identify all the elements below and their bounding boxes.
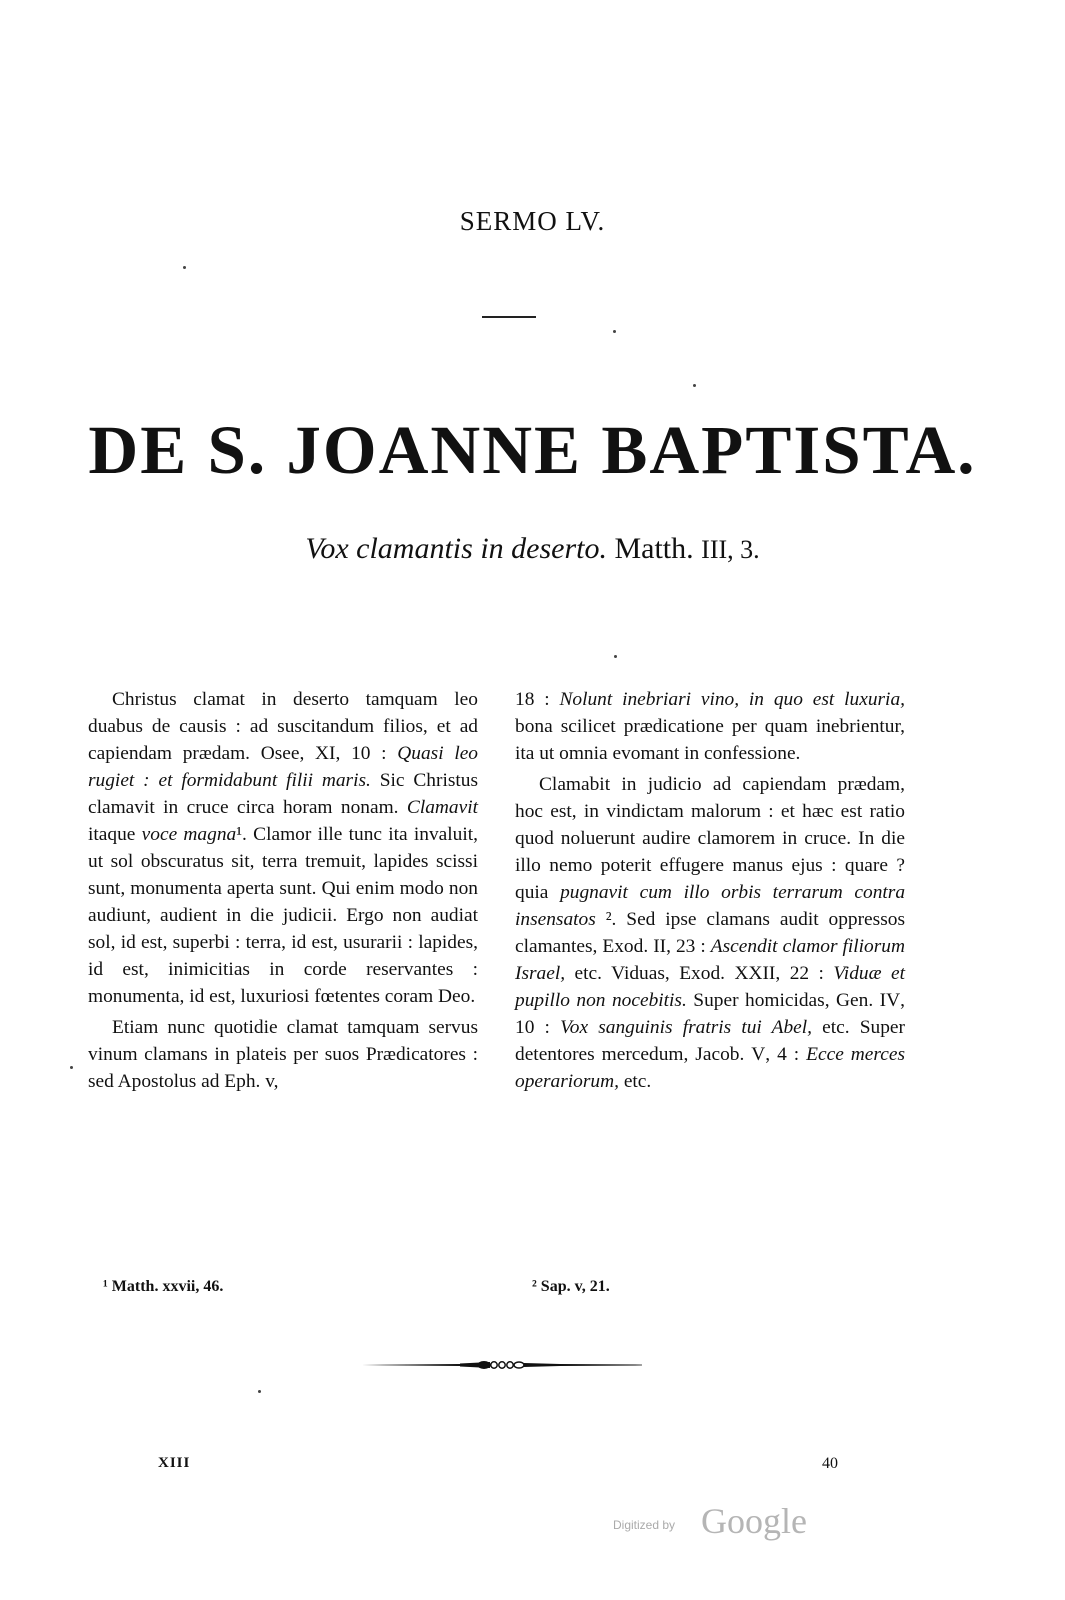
speck — [614, 655, 617, 658]
text-run: Christus clamat in deserto tamquam leo duabus de causis : ad suscitandum filios, et ad capiendam prædam. Osee, — [88, 689, 478, 764]
speck — [258, 1390, 261, 1393]
footnote-2: ² Sap. v, 21. — [532, 1278, 610, 1295]
italic-run: Ecce merces operariorum, — [515, 1044, 905, 1092]
page-number: 40 — [822, 1455, 838, 1472]
text-run: 18 : — [515, 689, 560, 710]
italic-run: pugnavit cum illo orbis terrarum contra insensatos — [515, 882, 906, 930]
italic-run: Nolunt inebriari vino, in quo est luxuria, — [559, 689, 905, 710]
text-run: II — [653, 936, 667, 957]
text-run: XXII — [734, 963, 776, 984]
text-run: etc. Super detentores mercedum, Jacob. — [515, 1017, 905, 1065]
footnote-marker: ² — [595, 909, 612, 930]
text-run: , 23 : — [666, 936, 711, 957]
right-paragraph-1 — [515, 686, 905, 767]
footnote-1: ¹ Matth. xxvii, 46. — [103, 1278, 224, 1295]
epigraph-ref: Matth. — [614, 532, 694, 565]
epigraph-quote: Vox clamantis in deserto. — [305, 532, 607, 565]
google-logo: Google — [701, 1501, 807, 1541]
italic-run: Vox sanguinis fratris tui Abel, — [560, 1017, 812, 1038]
text-run: , 10 : — [515, 990, 905, 1038]
right-paragraph-2 — [515, 771, 905, 1095]
speck — [183, 266, 186, 269]
sermon-number: SERMO LV. — [459, 206, 606, 236]
italic-run: Viduæ et pupillo non nocebitis. — [515, 963, 905, 1011]
text-run: Sic Christus clamavit in cruce circa horam nonam. — [88, 770, 479, 818]
epigraph — [0, 532, 1065, 566]
page-title: DE S. JOANNE BAPTISTA. — [88, 412, 977, 488]
text-run: Super homicidas, Gen. — [686, 990, 880, 1011]
speck — [70, 1066, 73, 1069]
text-run: V — [751, 1044, 766, 1065]
text-run: itaque — [88, 824, 142, 845]
speck — [613, 330, 616, 333]
italic-run: Quasi leo rugiet : et formidabunt filii maris. — [88, 743, 479, 791]
left-paragraph-1 — [88, 686, 478, 1010]
italic-run: Clamavit — [406, 797, 478, 818]
text-run: bona scilicet prædicatione per quam inebrientur, ita ut omnia evomant in confessione. — [515, 716, 905, 764]
italic-run: Ascendit clamor filiorum Israel, — [515, 936, 905, 984]
ornament-rule — [360, 1356, 644, 1374]
text-run: IV — [879, 990, 901, 1011]
short-rule — [482, 316, 536, 318]
left-column — [88, 686, 478, 1095]
text-run: . Clamor ille tunc ita invaluit, ut sol obscuratus sit, terra tremuit, lapides scissi sunt, monumenta aperta sunt. Qui enim modo non audiunt, audient in die judicii. Ergo non audiat sol, id est, superbi : terra, id est, usurarii : lapides, id est, inimicitias in corde reservantes : monumenta, id est, luxuriosi fœtentes coram Deo. — [88, 824, 478, 1007]
left-paragraph-2: Etiam nunc quotidie clamat tamquam servus vinum clamans in plateis per suos Prædicatores : sed Apostolus ad Eph. v, — [88, 1017, 478, 1092]
text-run: etc. — [618, 1071, 652, 1092]
text-run: , 22 : — [775, 963, 834, 984]
right-column — [515, 686, 905, 1095]
digitized-watermark — [613, 1500, 833, 1540]
speck — [693, 384, 696, 387]
digitized-by-label: Digitized by — [613, 1518, 676, 1532]
text-run: XI — [315, 743, 336, 764]
footnote-marker: ¹ — [236, 824, 243, 845]
text-run: , 10 : — [335, 743, 398, 764]
signature-mark: XIII — [158, 1455, 191, 1471]
text-run: Clamabit in judicio ad capiendam prædam, hoc est, in vindictam malorum : et hæc est ratio quod noluerunt audire clamorem in cruce. In die illo nemo poterit effugere manus ejus : quare ? quia — [515, 774, 905, 903]
italic-run: voce magna — [141, 824, 237, 845]
text-run: etc. Viduas, Exod. — [565, 963, 735, 984]
text-run: , 4 : — [765, 1044, 807, 1065]
text-run: . Sed ipse clamans audit oppressos clamantes, Exod. — [515, 909, 905, 957]
epigraph-num: III, 3. — [701, 535, 760, 564]
